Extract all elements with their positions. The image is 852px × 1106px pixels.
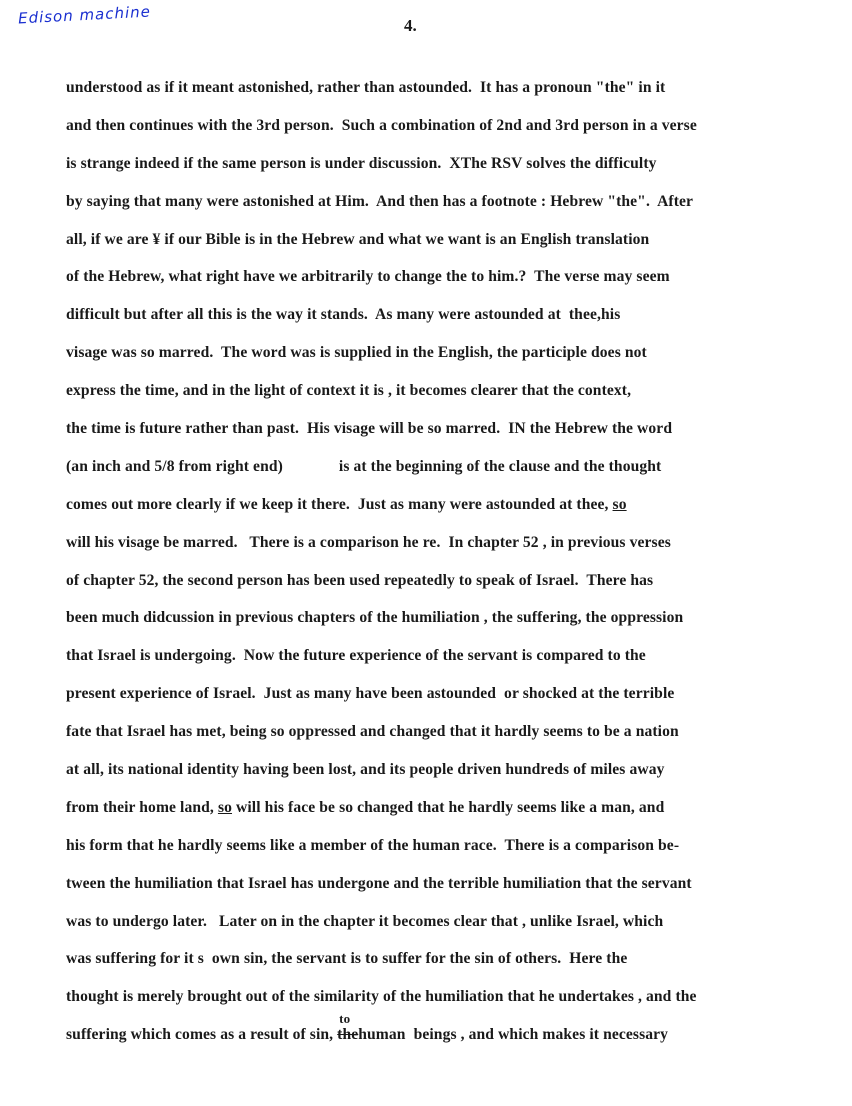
segment-text: all, if we are ¥ if our Bible is in the Hebrew and what we want is an English translation <box>66 230 650 248</box>
text-segment <box>66 723 679 740</box>
text-line <box>66 114 836 152</box>
text-segment <box>66 268 670 285</box>
segment-text: at all, its national identity having been lost, and its people driven hundreds of miles away <box>66 761 665 779</box>
text-line <box>66 531 836 569</box>
text-line <box>66 796 836 834</box>
underlined-text <box>218 799 232 816</box>
text-line <box>66 341 836 379</box>
text-segment <box>66 79 665 96</box>
segment-text: tween the humiliation that Israel has undergone and the terrible humiliation that the servant <box>66 874 692 892</box>
text-segment <box>66 231 649 248</box>
text-line <box>66 265 836 303</box>
segment-text: from their home land, <box>66 798 218 816</box>
text-line <box>66 720 836 758</box>
text-segment <box>66 875 692 892</box>
segment-text: comes out more clearly if we keep it there. Just as many were astounded at thee, <box>66 495 613 513</box>
segment-text: the <box>337 1026 359 1044</box>
text-line <box>66 303 836 341</box>
segment-text: so <box>217 798 233 816</box>
segment-text: that Israel is undergoing. Now the future experience of the servant is compared to the <box>66 647 646 665</box>
text-segment <box>232 799 664 816</box>
text-segment <box>66 420 672 437</box>
text-line <box>66 76 836 114</box>
text-line <box>66 493 836 531</box>
text-segment <box>66 193 693 210</box>
text-line <box>66 455 836 493</box>
segment-text: was suffering for it s own sin, the servant is to suffer for the sin of others. Here the <box>66 950 628 968</box>
segment-text: his form that he hardly seems like a member of the human race. There is a comparison be- <box>66 836 680 854</box>
underlined-text <box>613 496 627 513</box>
struck-text <box>337 1011 359 1044</box>
text-line <box>66 947 836 985</box>
segment-text: fate that Israel has met, being so oppressed and changed that it hardly seems to be a nation <box>66 723 679 741</box>
segment-text: (an inch and 5/8 from right end) is at the beginning of the clause and the thought <box>66 457 662 475</box>
text-line <box>66 228 836 266</box>
text-segment <box>66 117 697 134</box>
segment-text: is strange indeed if the same person is under discussion. XThe RSV solves the difficulty <box>66 154 657 172</box>
text-segment <box>66 950 627 967</box>
text-line <box>66 985 836 1027</box>
text-segment <box>66 837 679 854</box>
segment-text: understood as if it meant astonished, rather than astounded. It has a pronoun "the" in it <box>66 79 666 96</box>
text-line <box>66 379 836 417</box>
text-line <box>66 606 836 644</box>
text-segment <box>66 572 653 589</box>
segment-text: suffering which comes as a result of sin, <box>66 1026 338 1044</box>
segment-text: the time is future rather than past. His visage will be so marred. IN the Hebrew the word <box>66 420 673 438</box>
text-line <box>66 758 836 796</box>
text-line <box>66 682 836 720</box>
segment-text: been much didcussion in previous chapters of the humiliation , the suffering, the oppression <box>66 609 684 627</box>
segment-text: thought is merely brought out of the similarity of the humiliation that he undertakes , and the <box>66 988 697 1006</box>
text-segment <box>66 913 663 930</box>
text-segment <box>66 496 613 513</box>
document-body <box>66 76 836 1061</box>
text-segment <box>66 988 697 1005</box>
text-segment <box>66 761 665 778</box>
text-segment <box>66 685 674 702</box>
segment-text: and then continues with the 3rd person. Such a combination of 2nd and 3rd person in a verse <box>66 116 697 134</box>
segment-text: of chapter 52, the second person has been used repeatedly to speak of Israel. There has <box>66 571 654 589</box>
text-line <box>66 834 836 872</box>
text-line <box>66 190 836 228</box>
segment-text: will his visage be marred. There is a comparison he re. In chapter 52 , in previous verses <box>66 533 671 551</box>
segment-text: present experience of Israel. Just as many have been astounded or shocked at the terrible <box>66 685 675 703</box>
text-segment <box>66 306 620 323</box>
segment-text: human beings , and which makes it necessary <box>358 1026 669 1044</box>
text-line <box>66 644 836 682</box>
text-segment <box>66 799 218 816</box>
text-line <box>66 152 836 190</box>
text-segment <box>66 344 647 361</box>
segment-text: was to undergo later. Later on in the chapter it becomes clear that , unlike Israel, which <box>66 912 664 930</box>
text-line <box>66 1011 836 1061</box>
segment-text: difficult but after all this is the way it stands. As many were astounded at thee,his <box>66 306 621 324</box>
segment-text: by saying that many were astonished at Him. And then has a footnote : Hebrew "the". After <box>66 192 694 210</box>
segment-text: express the time, and in the light of context it is , it becomes clearer that the context, <box>66 382 632 400</box>
text-segment <box>66 382 631 399</box>
inserted-correction: to <box>339 1011 351 1027</box>
segment-text: of the Hebrew, what right have we arbitrarily to change the to him.? The verse may seem <box>66 268 670 286</box>
segment-text: visage was so marred. The word was is supplied in the English, the participle does not <box>66 344 647 362</box>
text-segment <box>66 458 661 475</box>
text-segment <box>66 534 671 551</box>
page-number: 4. <box>404 16 417 35</box>
segment-text: will his face be so changed that he hardly seems like a man, and <box>232 798 665 816</box>
text-segment <box>66 609 683 626</box>
text-segment <box>66 647 646 664</box>
text-line <box>66 910 836 948</box>
text-line <box>66 872 836 910</box>
text-segment <box>66 155 657 172</box>
text-segment <box>66 1026 337 1043</box>
segment-text: so <box>612 495 627 513</box>
handwritten-note: Edison machine <box>17 2 152 28</box>
text-segment <box>358 1026 668 1043</box>
text-line <box>66 417 836 455</box>
text-line <box>66 569 836 607</box>
